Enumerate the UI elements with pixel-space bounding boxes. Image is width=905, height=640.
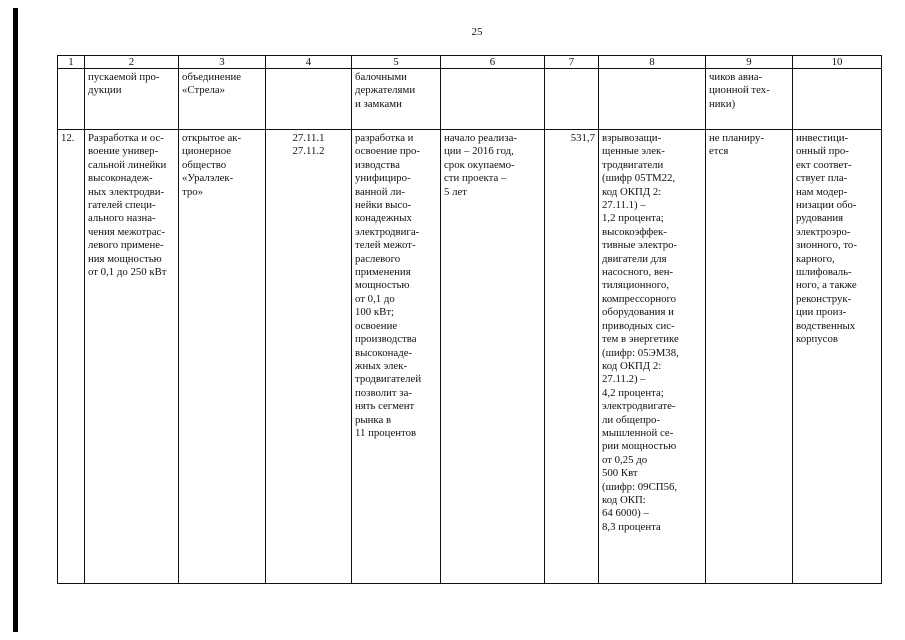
- table-row-12: [58, 130, 882, 584]
- project-goal-cell: разработка и освоение про- изводства унифициро- ванной ли- нейки высо- конадежных электродвига- телей межот- раслевого применения мощностью от 0,1 до 100 кВт; освоение производства высоконаде- жных элек- тродвигателей позволит за- нять сегмент рынка в 11 процентов: [352, 130, 441, 584]
- project-name-cell: Разработка и ос- воение универ- сальной линейки высоконадеж- ных электродви- гателей специ- ального назна- чения межотрас- левого примене- ния мощностью от 0,1 до 250 кВт: [85, 130, 179, 584]
- timing-cell: начало реализа- ции – 2016 год, срок окупаемо- сти проекта – 5 лет: [441, 130, 545, 584]
- header-cell-3: 3: [179, 56, 266, 69]
- cont-cell-7: [545, 69, 599, 130]
- cont-cell-6: [441, 69, 545, 130]
- organization-cell: открытое ак- ционерное общество «Уралэлек- тро»: [179, 130, 266, 584]
- cont-cell-10: [793, 69, 882, 130]
- cont-cell-4: [266, 69, 352, 130]
- cont-cell-8: [599, 69, 706, 130]
- cont-cell-2: пускаемой про- дукции: [85, 69, 179, 130]
- header-cell-8: 8: [599, 56, 706, 69]
- binding-margin-bar: [13, 8, 18, 632]
- amount-cell: 531,7: [545, 130, 599, 584]
- header-cell-6: 6: [441, 56, 545, 69]
- okpd-codes-cell: 27.11.1 27.11.2: [266, 130, 352, 584]
- cont-cell-1: [58, 69, 85, 130]
- cont-cell-9: чиков авиа- ционной тех- ники): [706, 69, 793, 130]
- header-cell-7: 7: [545, 56, 599, 69]
- products-cell: взрывозащи- щенные элек- тродвигатели (шифр 05ТМ22, код ОКПД 2: 27.11.1) – 1,2 процента; высокоэффек- тивные электро- двигатели для насосного, вен- тиляционного, компрессорного оборудования и приводных сис- тем в энергетике (шифр: 05ЭМ38, код ОКПД 2: 27.11.2) – 4,2 процента; электродвигате- ли общепро- мышленной се- рии мощностью от 0,25 до 500 Квт (шифр: 09СП56, код ОКП: 64 6000) – 8,3 процента: [599, 130, 706, 584]
- page-number: 25: [471, 26, 483, 38]
- row-number-cell: 12.: [58, 130, 85, 584]
- header-cell-9: 9: [706, 56, 793, 69]
- notes-cell: инвестици- онный про- ект соответ- ствует пла- нам модер- низации обо- рудования электроэро- зионного, то- карного, шлифоваль- ного, а также реконструк- ции произ- водственных корпусов: [793, 130, 882, 584]
- table-header-row: [58, 56, 882, 69]
- plan-cell: не планиру- ется: [706, 130, 793, 584]
- header-cell-10: 10: [793, 56, 882, 69]
- continuation-row: [58, 69, 882, 130]
- cont-cell-5: балочными держателями и замками: [352, 69, 441, 130]
- header-cell-5: 5: [352, 56, 441, 69]
- header-cell-1: 1: [58, 56, 85, 69]
- header-cell-2: 2: [85, 56, 179, 69]
- cont-cell-3: объединение «Стрела»: [179, 69, 266, 130]
- header-cell-4: 4: [266, 56, 352, 69]
- document-table: [57, 55, 882, 584]
